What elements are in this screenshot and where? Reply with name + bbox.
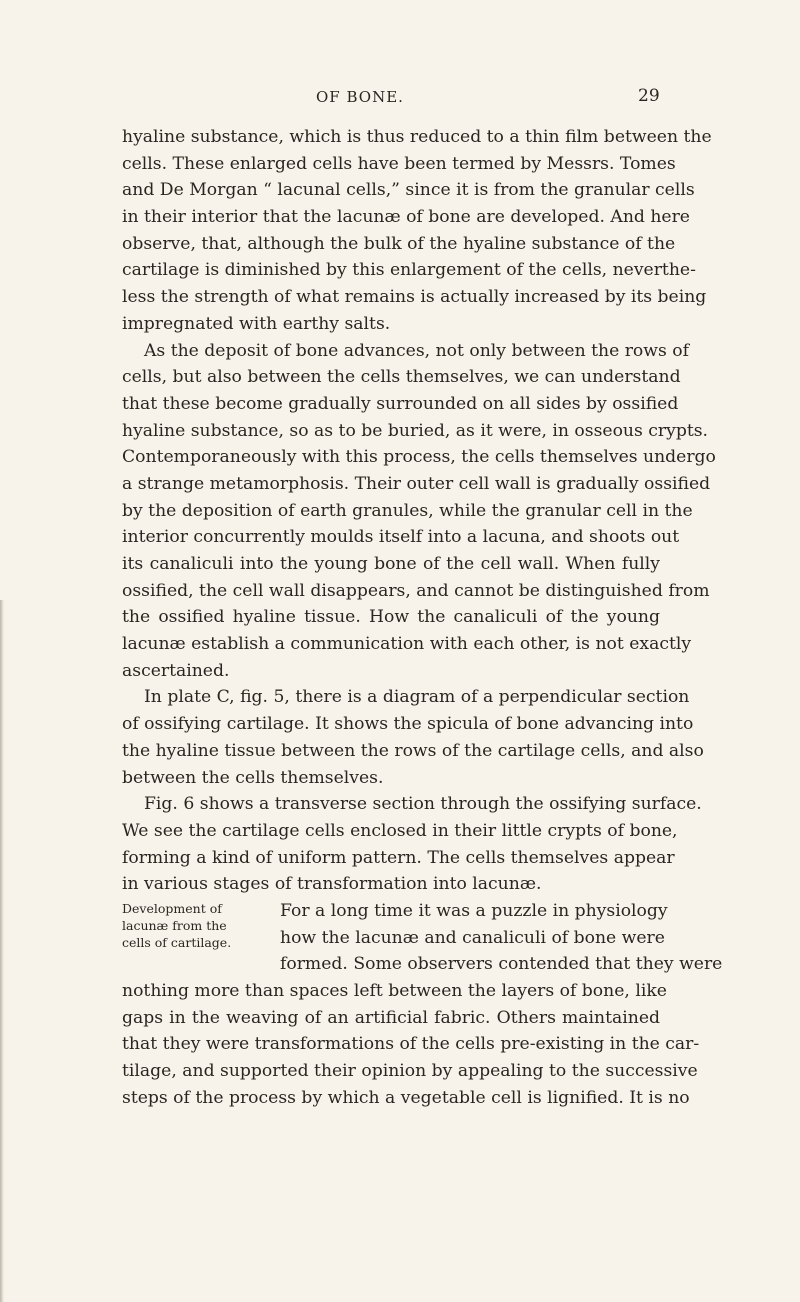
text-line: in their interior that the lacunæ of bone are developed. And here <box>122 207 690 228</box>
text-line: a strange metamorphosis. Their outer cell wall is gradually ossified <box>122 473 711 494</box>
text-line: ascertained. <box>122 660 230 681</box>
text-line: impregnated with earthy salts. <box>122 313 391 334</box>
text-line: hyaline substance, which is thus reduced to a thin film between the <box>122 127 712 147</box>
text-line: Fig. 6 shows a transverse section through the ossifying surface. <box>144 794 702 815</box>
text-line: steps of the process by which a vegetable cell is lignified. It is no <box>122 1087 690 1108</box>
text-line: that these become gradually surrounded on all sides by ossified <box>122 393 679 414</box>
text-line: interior concurrently moulds itself into a lacuna, and shoots out <box>122 527 680 548</box>
margin-note-line: Development of <box>122 901 222 916</box>
text-line: formed. Some observers contended that they were <box>280 954 723 975</box>
text-line: gaps in the weaving of an artificial fabric. Others maintained <box>122 1007 660 1028</box>
text-line: nothing more than spaces left between the layers of bone, like <box>122 981 667 1001</box>
text-line: hyaline substance, so as to be buried, as it were, in osseous crypts. <box>122 420 709 441</box>
running-title: OF BONE. <box>316 88 404 106</box>
text-line: We see the cartilage cells enclosed in their little crypts of bone, <box>122 820 678 841</box>
text-line: forming a kind of uniform pattern. The cells themselves appear <box>122 847 675 868</box>
text-line: cells, but also between the cells themselves, we can understand <box>122 367 681 388</box>
margin-note <box>122 900 272 951</box>
text-line: In plate C, fig. 5, there is a diagram of a perpendicular section <box>144 687 690 708</box>
margin-note-line: lacunæ from the <box>122 918 227 933</box>
text-line: cartilage is diminished by this enlargement of the cells, neverthe- <box>122 260 696 281</box>
text-line: As the deposit of bone advances, not only between the rows of <box>144 340 689 361</box>
text-line: between the cells themselves. <box>122 767 384 788</box>
margin-note-line: cells of cartilage. <box>122 935 232 950</box>
running-head <box>0 88 800 112</box>
text-line: tilage, and supported their opinion by appealing to the successive <box>122 1061 698 1082</box>
text-line: of ossifying cartilage. It shows the spicula of bone advancing into <box>122 714 694 735</box>
text-line: how the lacunæ and canaliculi of bone were <box>280 927 665 948</box>
text-line: the ossified hyaline tissue. How the canaliculi of the young <box>122 607 660 628</box>
text-line: For a long time it was a puzzle in physiology <box>280 900 668 921</box>
text-line: Contemporaneously with this process, the cells themselves undergo <box>122 447 716 468</box>
page-number: 29 <box>638 86 660 106</box>
text-line: ossified, the cell wall disappears, and cannot be distinguished from <box>122 580 710 601</box>
text-line: by the deposition of earth granules, while the granular cell in the <box>122 500 693 521</box>
text-line: and De Morgan “ lacunal cells,” since it is from the granular cells <box>122 180 695 201</box>
text-line: that they were transformations of the cells pre-existing in the car- <box>122 1034 700 1055</box>
text-line: the hyaline tissue between the rows of the cartilage cells, and also <box>122 740 704 761</box>
text-line: lacunæ establish a communication with each other, is not exactly <box>122 634 692 655</box>
body-text <box>122 124 723 1111</box>
text-line: observe, that, although the bulk of the hyaline substance of the <box>122 233 676 254</box>
text-line: in various stages of transformation into lacunæ. <box>122 874 542 895</box>
text-line: less the strength of what remains is actually increased by its being <box>122 287 707 308</box>
text-line: its canaliculi into the young bone of the cell wall. When fully <box>122 554 660 574</box>
text-line: cells. These enlarged cells have been termed by Messrs. Tomes <box>122 153 676 174</box>
page-edge-shadow <box>0 600 4 1302</box>
